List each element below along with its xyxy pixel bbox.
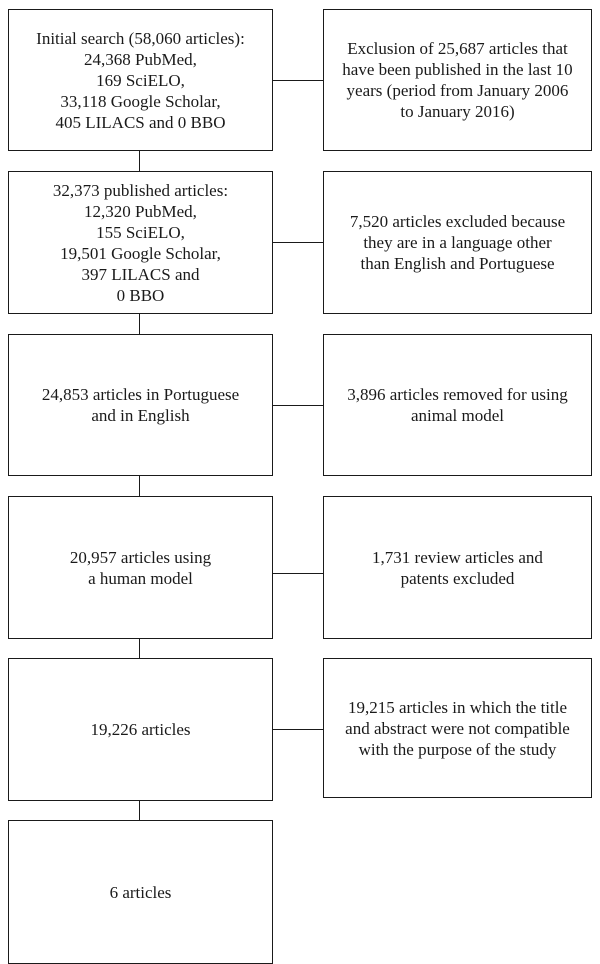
connector-vertical bbox=[139, 151, 140, 171]
exclusion-date-range: Exclusion of 25,687 articles that have been published in the last 10 years (period from January 2006 to January 2016) bbox=[323, 9, 592, 151]
flow-step-published-articles: 32,373 published articles: 12,320 PubMed, 155 SciELO, 19,501 Google Scholar, 397 LILACS and 0 BBO bbox=[8, 171, 273, 314]
flow-step-human-model: 20,957 articles using a human model bbox=[8, 496, 273, 639]
connector-vertical bbox=[139, 314, 140, 334]
connector-vertical bbox=[139, 801, 140, 820]
exclusion-language: 7,520 articles excluded because they are in a language other than English and Portuguese bbox=[323, 171, 592, 314]
exclusion-animal-model: 3,896 articles removed for using animal model bbox=[323, 334, 592, 476]
connector-vertical bbox=[139, 639, 140, 658]
connector-horizontal bbox=[273, 405, 323, 406]
connector-horizontal bbox=[273, 80, 323, 81]
flow-step-final: 6 articles bbox=[8, 820, 273, 964]
exclusion-title-abstract: 19,215 articles in which the title and abstract were not compatible with the purpose of the study bbox=[323, 658, 592, 798]
connector-horizontal bbox=[273, 242, 323, 243]
connector-vertical bbox=[139, 476, 140, 496]
connector-horizontal bbox=[273, 729, 323, 730]
flow-step-language-filtered: 24,853 articles in Portuguese and in English bbox=[8, 334, 273, 476]
flow-step-initial-search: Initial search (58,060 articles): 24,368 PubMed, 169 SciELO, 33,118 Google Scholar, 405 LILACS and 0 BBO bbox=[8, 9, 273, 151]
exclusion-reviews-patents: 1,731 review articles and patents excluded bbox=[323, 496, 592, 639]
flow-step-screened: 19,226 articles bbox=[8, 658, 273, 801]
connector-horizontal bbox=[273, 573, 323, 574]
